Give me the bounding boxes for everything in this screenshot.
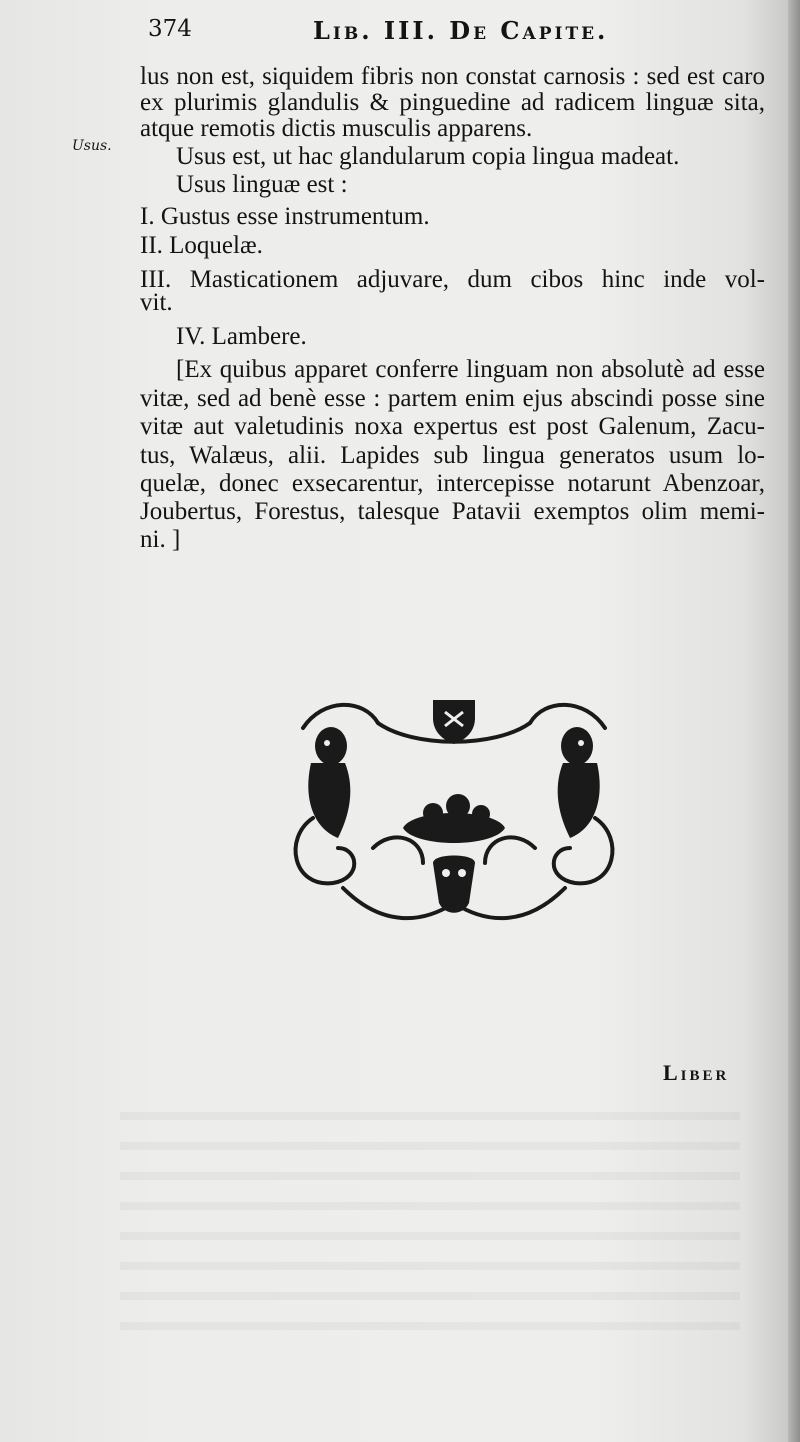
text-line: lus non est, siquidem fibris non constat carnosis : sed est caro <box>140 63 765 90</box>
text-line: tus, Walæus, alii. Lapides sub lingua generatos usum lo- <box>140 442 765 469</box>
text-line: vitæ, sed ad benè esse : partem enim ejus abscindi posse sine <box>140 385 765 412</box>
running-title: Lib. III. De Capite. <box>313 16 609 45</box>
text-line: [Ex quibus apparet conferre linguam non absolutè ad esse <box>176 356 765 383</box>
text-line: ex plurimis glandulis & pinguedine ad radicem linguæ sita, <box>140 89 765 116</box>
text-line: Usus est, ut hac glandularum copia lingua madeat. <box>176 143 680 170</box>
text-line: ni. ] <box>140 526 181 553</box>
margin-note: Usus. <box>72 138 112 154</box>
text-line: quelæ, donec exsecarentur, intercepisse notarunt Abenzoar, <box>140 470 765 497</box>
text-line: atque remotis dictis musculis apparens. <box>140 115 533 142</box>
show-through-text <box>120 1090 740 1340</box>
text-line: I. Gustus esse instrumentum. <box>140 203 430 230</box>
text-line: III. Masticationem adjuvare, dum cibos hinc inde vol- <box>140 266 765 293</box>
text-line: vit. <box>140 289 173 316</box>
page-number: 374 <box>148 16 192 42</box>
running-head <box>148 12 758 52</box>
text-line: Joubertus, Forestus, talesque Patavii exemptos olim memi- <box>140 498 765 525</box>
ornamental-headpiece-icon <box>283 688 625 933</box>
text-line: Usus linguæ est : <box>176 171 348 198</box>
text-line: IV. Lambere. <box>176 323 307 350</box>
text-line: vitæ aut valetudinis noxa expertus est post Galenum, Zacu- <box>140 413 765 440</box>
page-edge <box>788 0 800 1442</box>
catchword: Liber <box>663 1060 730 1085</box>
text-line: II. Loquelæ. <box>140 232 263 259</box>
